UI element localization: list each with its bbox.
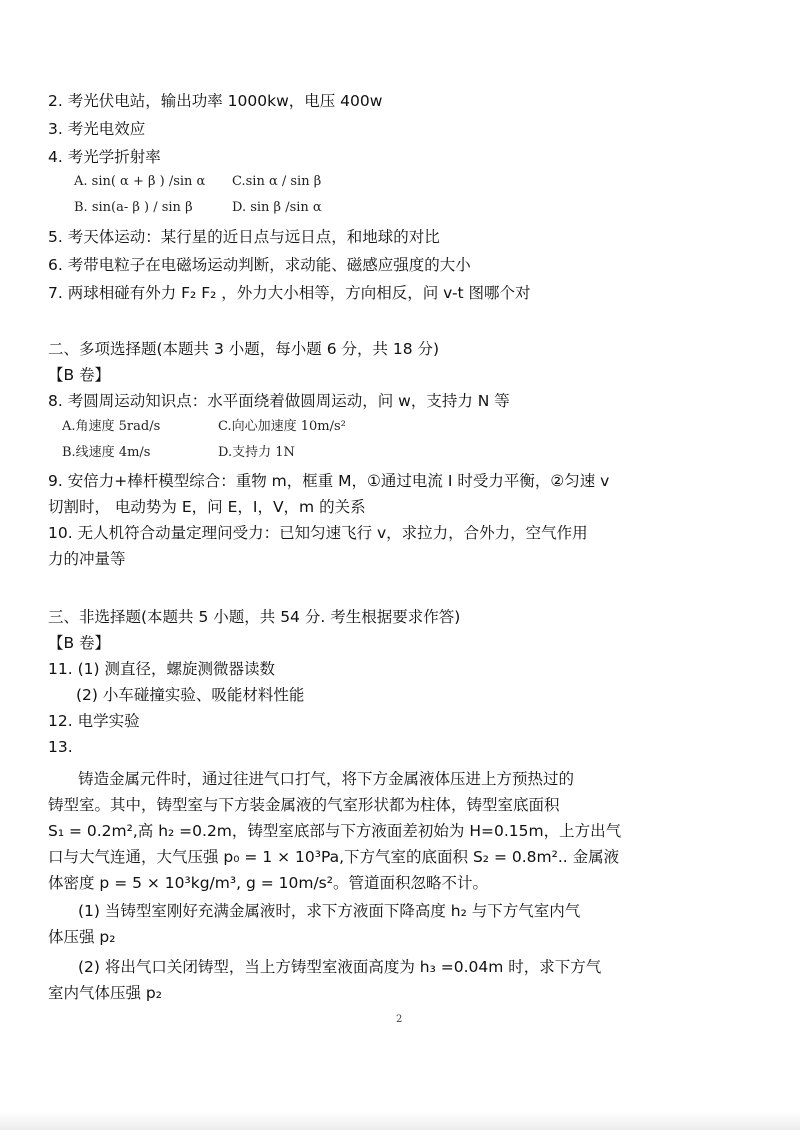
line-q9-a: 9. 安倍力+棒杆模型综合：重物 m，框重 M，①通过电流 I 时受力平衡，②匀速 v: [48, 472, 610, 490]
line-q8: 8. 考圆周运动知识点：水平面绕着做圆周运动，问 w，支持力 N 等: [48, 392, 510, 410]
problem-part-2-line-2: 室内气体压强 p₂: [48, 984, 162, 1002]
problem-text-line-2: 铸型室。其中，铸型室与下方装金属液的气室形状都为柱体，铸型室底面积: [48, 796, 560, 814]
line-q7: 7. 两球相碰有外力 F₂ F₂ ，外力大小相等，方向相反，问 v-t 图哪个对: [48, 284, 531, 302]
line-q5: 5. 考天体运动：某行星的近日点与远日点，和地球的对比: [48, 228, 440, 246]
section-2-heading: 二、多项选择题(本题共 3 小题，每小题 6 分，共 18 分): [48, 340, 440, 358]
problem-part-1-line-1: (1) 当铸型室刚好充满金属液时，求下方液面下降高度 h₂ 与下方气室内气: [78, 902, 581, 920]
option-q4-d: D. sin β /sin α: [232, 200, 322, 215]
line-q10-a: 10. 无人机符合动量定理问受力：已知匀速飞行 v，求拉力，合外力，空气作用: [48, 524, 588, 542]
problem-text-line-1: 铸造金属元件时，通过往进气口打气，将下方金属液体压进上方预热过的: [78, 770, 575, 788]
page-bottom-edge: [0, 1112, 800, 1130]
line-q13: 13.: [48, 738, 73, 756]
option-q4-a: A. sin( α + β ) /sin α: [74, 174, 206, 189]
line-q2: 2. 考光伏电站，输出功率 1000kw，电压 400w: [48, 92, 383, 110]
line-q9-b: 切割时， 电动势为 E，问 E，I，V，m 的关系: [48, 498, 366, 516]
page-number: 2: [396, 1014, 403, 1025]
problem-text-line-3: S₁ = 0.2m²,高 h₂ =0.2m，铸型室底部与下方液面差初始为 H=0.15m，上方出气: [48, 822, 622, 840]
line-q3: 3. 考光电效应: [48, 120, 146, 138]
problem-text-line-5: 体密度 p = 5 × 10³kg/m³, g = 10m/s²。管道面积忽略不计。: [48, 874, 488, 892]
option-q8-c: C.向心加速度 10m/s²: [218, 419, 346, 434]
line-q4: 4. 考光学折射率: [48, 148, 161, 166]
section-2-volume: 【B 卷】: [48, 366, 111, 384]
problem-part-2-line-1: (2) 将出气口关闭铸型，当上方铸型室液面高度为 h₃ =0.04m 时，求下方气: [78, 958, 602, 976]
line-q6: 6. 考带电粒子在电磁场运动判断，求动能、磁感应强度的大小: [48, 256, 471, 274]
option-q8-a: A.角速度 5rad/s: [62, 419, 161, 434]
option-q8-d: D.支持力 1N: [218, 445, 295, 460]
option-q4-c: C.sin α / sin β: [232, 174, 322, 189]
problem-text-line-4: 口与大气连通，大气压强 p₀ = 1 × 10³Pa,下方气室的底面积 S₂ = 0.8m².. 金属液: [48, 848, 620, 866]
line-q10-b: 力的冲量等: [48, 550, 126, 568]
option-q4-b: B. sin(a- β ) / sin β: [74, 200, 193, 215]
section-3-heading: 三、非选择题(本题共 5 小题，共 54 分. 考生根据要求作答): [48, 608, 461, 626]
line-q11-2: (2) 小车碰撞实验、吸能材料性能: [76, 686, 305, 704]
problem-part-1-line-2: 体压强 p₂: [48, 928, 116, 946]
section-3-volume: 【B 卷】: [48, 634, 111, 652]
option-q8-b: B.线速度 4m/s: [62, 445, 151, 460]
line-q11: 11. (1) 测直径，螺旋测微器读数: [48, 660, 275, 678]
line-q12: 12. 电学实验: [48, 712, 140, 730]
